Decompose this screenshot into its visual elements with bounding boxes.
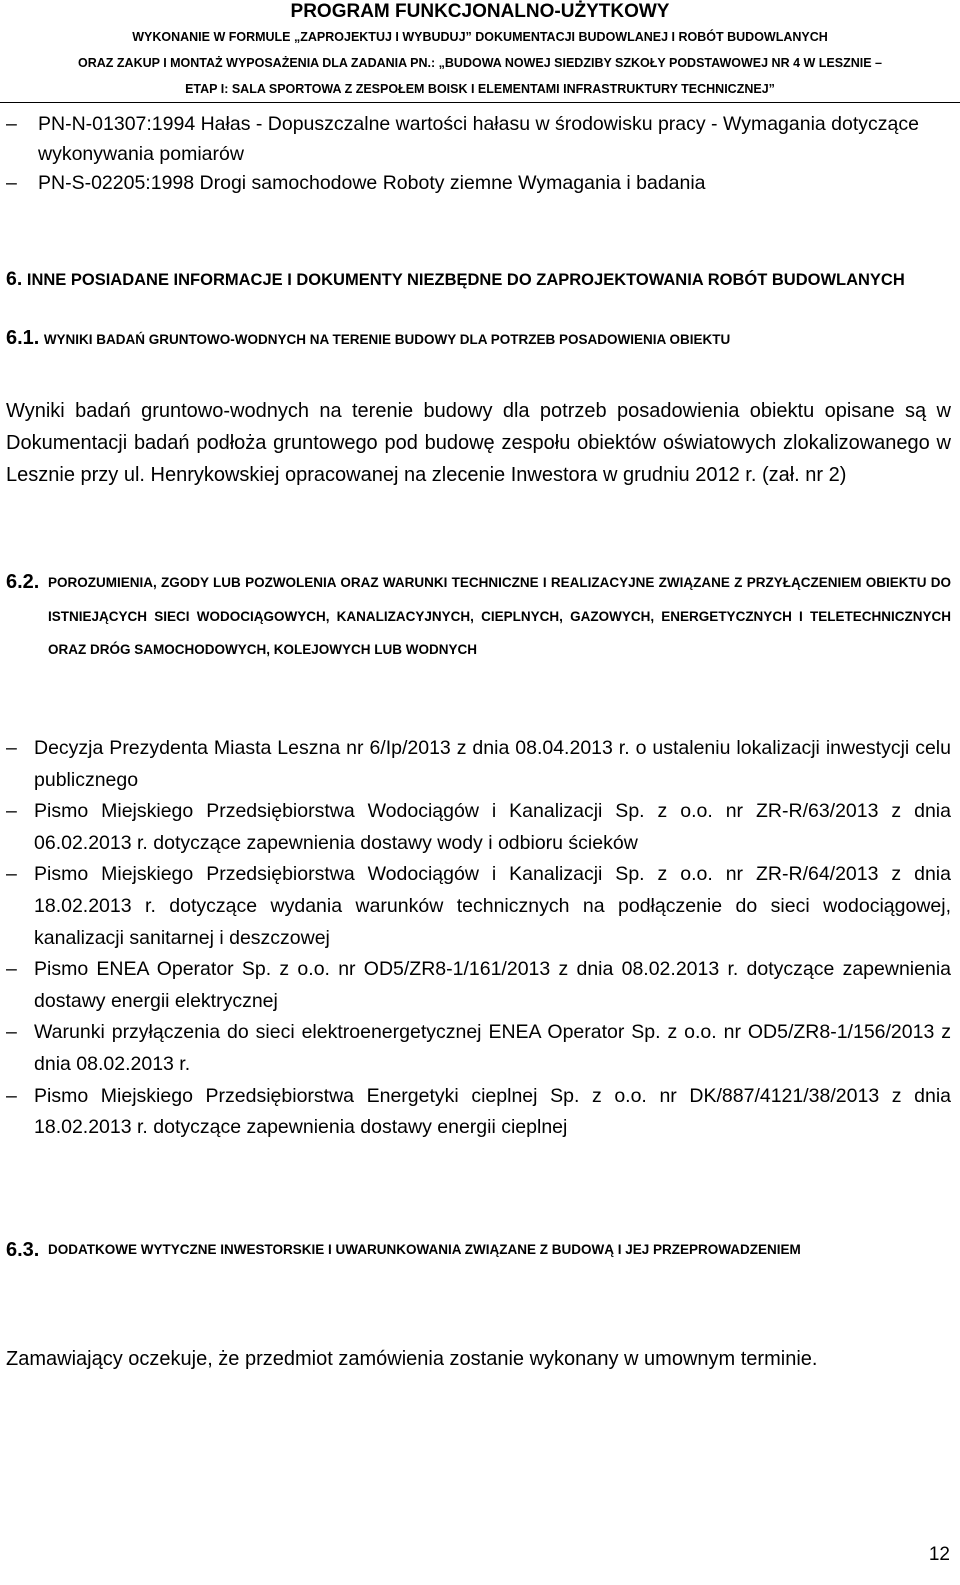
dash-bullet: – (6, 1084, 17, 1107)
section-6-3-paragraph: Zamawiający oczekuje, że przedmiot zamówienia zostanie wykonany w umownym terminie. (6, 1348, 818, 1370)
list-item-text: PN-N-01307:1994 Hałas - Dopuszczalne wartości hałasu w środowisku pracy - Wymagania dotyczące wykonywania pomiarów (38, 113, 919, 165)
list-item (6, 169, 951, 199)
header-divider (0, 102, 960, 103)
list-item (6, 733, 951, 796)
agreements-list (6, 733, 951, 1144)
page-number: 12 (928, 1544, 950, 1565)
list-item-text: Pismo Miejskiego Przedsiębiorstwa Wodociągów i Kanalizacji Sp. z o.o. nr ZR-R/64/2013 z dnia 18.02.2013 r. dotyczące wydania warunków technicznych na podłączenie do sieci wodociągowej, kanalizacji sanitarnej i deszczowej (34, 863, 951, 949)
standards-list (6, 110, 951, 199)
section-title: INNE POSIADANE INFORMACJE I DOKUMENTY NIEZBĘDNE DO ZAPROJEKTOWANIA ROBÓT BUDOWLANYCH (26, 271, 905, 289)
list-item (6, 1017, 951, 1080)
list-item (6, 1081, 951, 1144)
list-item-text: Decyzja Prezydenta Miasta Leszna nr 6/Ip/2013 z dnia 08.04.2013 r. o ustaleniu lokalizacji inwestycji celu publicznego (34, 737, 951, 791)
list-item (6, 110, 951, 169)
list-item (6, 954, 951, 1017)
list-item-text: Pismo Miejskiego Przedsiębiorstwa Wodociągów i Kanalizacji Sp. z o.o. nr ZR-R/63/2013 z dnia 06.02.2013 r. dotyczące zapewnienia dostawy wody i odbioru ścieków (34, 800, 951, 854)
section-6-1-paragraph: Wyniki badań gruntowo-wodnych na terenie budowy dla potrzeb posadowienia obiektu opisane są w Dokumentacji badań podłoża gruntowego pod budowę zespołu obiektów oświatowych zlokalizowanego w Lesznie przy ul. Henrykowskiej opracowanej na zlecenie Inwestora w grudniu 2012 r. (zał. nr 2) (6, 400, 951, 486)
section-6-2-heading (6, 566, 951, 667)
list-item-text: Warunki przyłączenia do sieci elektroenergetycznej ENEA Operator Sp. z o.o. nr OD5/ZR8-1/156/2013 z dnia 08.02.2013 r. (34, 1021, 951, 1075)
list-item (6, 796, 951, 859)
dash-bullet: – (6, 172, 17, 194)
section-number: 6. (6, 268, 23, 290)
list-item (6, 859, 951, 954)
section-6-heading (6, 264, 905, 295)
section-number: 6.1. (6, 327, 40, 349)
list-item-text: Pismo ENEA Operator Sp. z o.o. nr OD5/ZR8-1/161/2013 z dnia 08.02.2013 r. dotyczące zapewnienia dostawy energii elektrycznej (34, 958, 951, 1012)
header-line-2: ORAZ ZAKUP I MONTAŻ WYPOSAŻENIA DLA ZADANIA PN.: „BUDOWA NOWEJ SIEDZIBY SZKOŁY PODSTAWOWEJ NR 4 W LESZNIE – (78, 56, 882, 70)
dash-bullet: – (6, 863, 17, 886)
section-number: 6.3. (6, 1239, 40, 1261)
header-title: PROGRAM FUNKCJONALNO-UŻYTKOWY (290, 1, 670, 22)
dash-bullet: – (6, 800, 17, 823)
section-title: DODATKOWE WYTYCZNE INWESTORSKIE I UWARUNKOWANIA ZWIĄZANE Z BUDOWĄ I JEJ PRZEPROWADZENIEM (48, 1242, 801, 1257)
section-title: WYNIKI BADAŃ GRUNTOWO-WODNYCH NA TERENIE BUDOWY DLA POTRZEB POSADOWIENIA OBIEKTU (43, 332, 731, 347)
section-6-3-heading (6, 1233, 951, 1267)
list-item-text: Pismo Miejskiego Przedsiębiorstwa Energetyki cieplnej Sp. z o.o. nr DK/887/4121/38/2013 z dnia 18.02.2013 r. dotyczące zapewnienia dostawy energii cieplnej (34, 1084, 951, 1139)
dash-bullet: – (6, 1021, 17, 1044)
list-item-text: PN-S-02205:1998 Drogi samochodowe Roboty ziemne Wymagania i badania (38, 172, 706, 194)
dash-bullet: – (6, 737, 17, 759)
section-title: POROZUMIENIA, ZGODY LUB POZWOLENIA ORAZ WARUNKI TECHNICZNE I REALIZACYJNE ZWIĄZANE Z PRZYŁĄCZENIEM OBIEKTU DO ISTNIEJĄCYCH SIECI WODOCIĄGOWYCH, KANALIZACYJNYCH, CIEPLNYCH, GAZOWYCH, ENERGETYCZNYCH I TELETECHNICZNYCH ORAZ DRÓG SAMOCHODOWYCH, KOLEJOWYCH LUB WODNYCH (48, 575, 951, 657)
section-6-1-heading (6, 327, 730, 350)
header-line-3: ETAP I: SALA SPORTOWA Z ZESPOŁEM BOISK I ELEMENTAMI INFRASTRUKTURY TECHNICZNEJ” (185, 82, 775, 96)
dash-bullet: – (6, 958, 17, 981)
dash-bullet: – (6, 113, 17, 135)
document-header (0, 0, 960, 102)
header-line-1: WYKONANIE W FORMULE „ZAPROJEKTUJ I WYBUDUJ” DOKUMENTACJI BUDOWLANEJ I ROBÓT BUDOWLANYCH (132, 30, 828, 44)
section-number: 6.2. (6, 571, 40, 593)
